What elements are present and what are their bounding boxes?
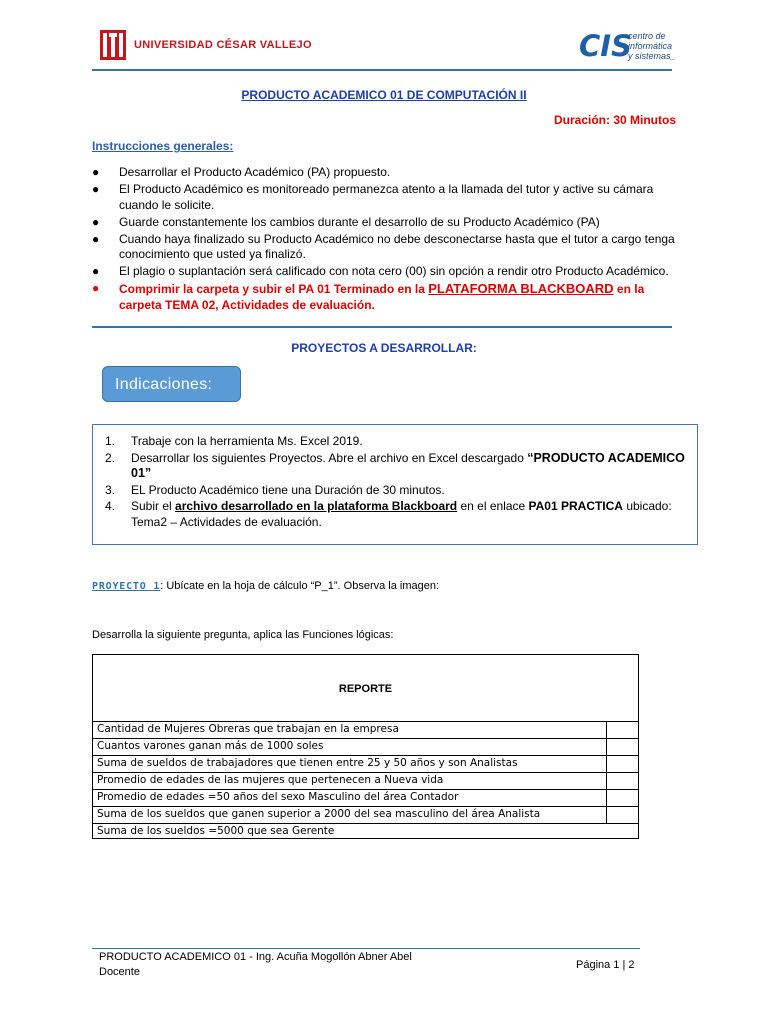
platform-highlight: PLATAFORMA BLACKBOARD: [428, 281, 614, 296]
footer-role: Docente: [99, 966, 140, 978]
bullet-icon: ●: [92, 214, 100, 229]
table-row: Cantidad de Mujeres Obreras que trabajan en la empresa: [93, 721, 638, 738]
report-table: [92, 654, 639, 839]
table-row: Cuantos varones ganan más de 1000 soles: [93, 738, 638, 755]
answer-cell[interactable]: [606, 789, 639, 807]
question-text: Desarrolla la siguiente pregunta, aplica las Funciones lógicas:: [92, 629, 394, 641]
list-item: ● Cuando haya finalizado su Producto Académico no debe desconectarse hasta que el tutor a cargo tenga conocimiento que usted ya finalizó.: [92, 231, 675, 261]
list-item: ● Desarrollar el Producto Académico (PA) propuesto.: [92, 165, 391, 179]
report-rows: [93, 721, 638, 840]
project-1-label: PROYECTO 1: [92, 581, 161, 592]
cis-caption-line: centro de: [628, 31, 666, 41]
list-item: ● El plagio o suplantación será calificado con nota cero (00) sin opción a rendir otro Producto Académico.: [92, 264, 669, 278]
answer-cell[interactable]: [606, 772, 639, 790]
cis-caption: [628, 31, 676, 61]
footer-divider: [92, 948, 640, 949]
header-divider: [92, 69, 672, 71]
cis-caption-line: y sistemas_: [628, 51, 676, 61]
cis-logo-text: CIS: [579, 29, 632, 63]
page-number: Página 1 | 2: [576, 959, 635, 971]
report-title: REPORTE: [338, 683, 393, 695]
duration-label: Duración: 30 Minutos: [553, 113, 676, 127]
cis-brand: [578, 28, 678, 66]
bullet-icon: ●: [92, 264, 100, 278]
answer-cell[interactable]: [606, 721, 639, 739]
footer-author: PRODUCTO ACADEMICO 01 - Ing. Acuña Mogollón Abner Abel: [99, 951, 412, 963]
project-1-line: PROYECTO 1: Ubícate en la hoja de cálculo “P_1”. Observa la imagen:: [92, 580, 440, 592]
answer-cell[interactable]: [606, 738, 639, 756]
table-row: Promedio de edades de las mujeres que pertenecen a Nueva vida: [93, 772, 638, 789]
table-row: Promedio de edades =50 años del sexo Masculino del área Contador: [93, 789, 638, 806]
bullet-icon: ●: [92, 165, 100, 179]
list-item: 4. Subir el archivo desarrollado en la plataforma Blackboard en el enlace PA01 PRACTICA ubicado: Tema2 – Actividades de evaluación.: [105, 499, 672, 529]
cis-logo-icon: [578, 28, 632, 63]
table-row: Suma de sueldos de trabajadores que tienen entre 25 y 50 años y son Analistas: [93, 755, 638, 772]
table-row: Suma de los sueldos =5000 que sea Gerente: [93, 823, 638, 840]
instructions-list: [92, 165, 682, 315]
list-item: 2. Desarrollar los siguientes Proyectos. Abre el archivo en Excel descargado “PRODUCTO ACADEMICO 01”: [105, 450, 685, 480]
list-item: 1. Trabaje con la herramienta Ms. Excel 2019.: [105, 434, 363, 448]
bullet-icon: ●: [92, 281, 100, 295]
bullet-icon: ●: [92, 231, 100, 246]
page-header: [92, 26, 676, 70]
list-item: ● Guarde constantemente los cambios durante el desarrollo de su Producto Académico (PA): [92, 214, 600, 229]
answer-cell[interactable]: [606, 806, 639, 824]
university-name: UNIVERSIDAD CÉSAR VALLEJO: [134, 39, 312, 51]
bullet-icon: ●: [92, 182, 100, 196]
document-title: PRODUCTO ACADEMICO 01 DE COMPUTACIÓN II: [241, 88, 527, 102]
table-row: Suma de los sueldos que ganen superior a 2000 del sea masculino del área Analista: [93, 806, 638, 823]
cis-caption-line: informática: [628, 41, 673, 51]
list-item: ● El Producto Académico es monitoreado permanezca atento a la llamada del tutor y active su cámara cuando le solicite.: [92, 182, 654, 212]
steps-panel: [92, 424, 698, 545]
steps-list: [105, 434, 690, 531]
section-divider: [92, 326, 672, 328]
answer-cell[interactable]: [606, 755, 639, 773]
ucv-logo-icon: [100, 30, 126, 60]
list-item: 3. EL Producto Académico tiene una Duración de 30 minutos.: [105, 482, 445, 497]
projects-heading: PROYECTOS A DESARROLLAR:: [291, 341, 477, 355]
indications-badge: Indicaciones:: [102, 366, 241, 402]
instructions-heading: Instrucciones generales:: [92, 139, 234, 153]
list-item-alert: ● Comprimir la carpeta y subir el PA 01 Terminado en la PLATAFORMA BLACKBOARD en la carpeta TEMA 02, Actividades de evaluación.: [92, 281, 645, 312]
